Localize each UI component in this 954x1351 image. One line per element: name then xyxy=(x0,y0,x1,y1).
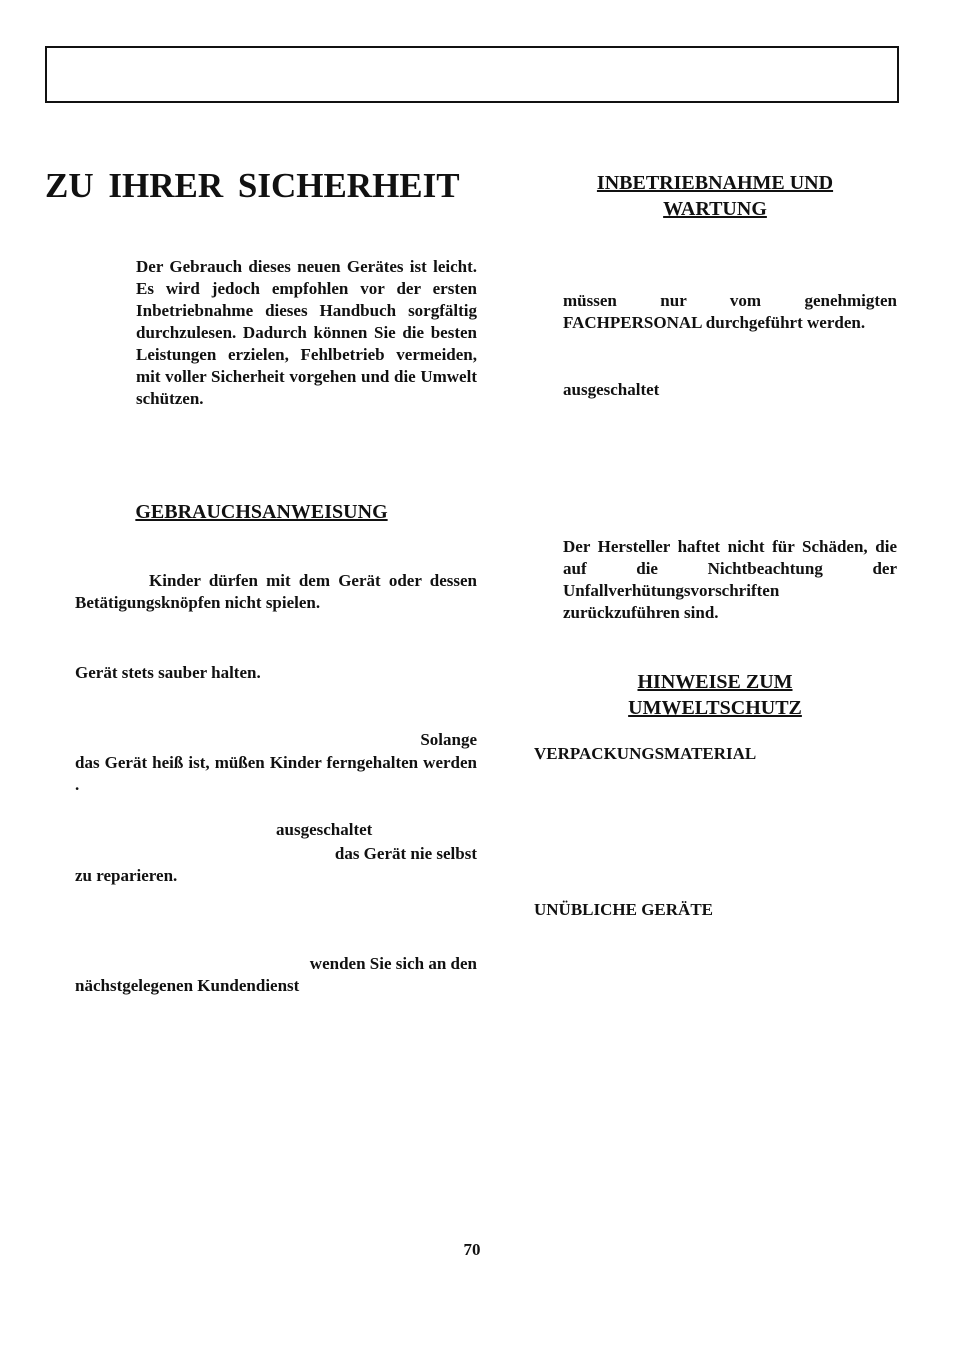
clean-text: Gerät stets sauber halten. xyxy=(75,663,261,682)
environment-heading xyxy=(566,669,864,721)
hot-paragraph: das Gerät heiß ist, müßen Kinder ferngehalten werden . xyxy=(75,753,477,794)
page-number: 70 xyxy=(463,1240,481,1259)
hot-text-start: Solange xyxy=(420,730,477,749)
header-box xyxy=(45,46,899,103)
page-title: ZU IHRER SICHERHEIT xyxy=(45,166,460,205)
packaging-label: VERPACKUNGSMATERIAL xyxy=(534,744,757,763)
intro-paragraph: Der Gebrauch dieses neuen Gerätes ist leicht. Es wird jedoch empfohlen vor der ersten Inbetriebnahme dieses Handbuch sorgfältig durchzulesen. Dadurch können Sie die besten Leistungen erzielen, Fehlbetrieb vermeiden, mit voller Sicherheit vorgehen und die Umwelt schützen. xyxy=(136,257,477,408)
switched-off-text: ausgeschaltet xyxy=(276,820,373,839)
personnel-paragraph: müssen nur vom genehmigten FACHPERSONAL durchgeführt werden. xyxy=(563,291,897,332)
repair-text-start: das Gerät nie selbst xyxy=(334,844,477,863)
children-paragraph: Kinder dürfen mit dem Gerät oder dessen Betätigungsknöpfen nicht spielen. xyxy=(75,571,477,612)
unusual-devices-label: UNÜBLICHE GERÄTE xyxy=(534,900,714,919)
installation-heading xyxy=(566,170,864,222)
installation-heading-line2: WARTUNG xyxy=(663,198,767,220)
switched-off-text-right: ausgeschaltet xyxy=(563,380,660,399)
installation-heading-line1: INBETRIEBNAHME UND xyxy=(596,172,834,194)
repair-text-end: zu reparieren. xyxy=(75,866,178,885)
liability-paragraph: Der Hersteller haftet nicht für Schäden, die auf die Nichtbeachtung der Unfallverhütungsvorschriften zurückzuführen sind. xyxy=(563,537,897,622)
service-text-end: nächstgelegenen Kundendienst xyxy=(75,976,300,995)
environment-heading-line2: UMWELTSCHUTZ xyxy=(628,697,802,719)
service-text-start: wenden Sie sich an den xyxy=(309,954,477,973)
usage-heading: GEBRAUCHSANWEISUNG xyxy=(135,501,388,523)
environment-heading-line1: HINWEISE ZUM xyxy=(637,671,793,693)
